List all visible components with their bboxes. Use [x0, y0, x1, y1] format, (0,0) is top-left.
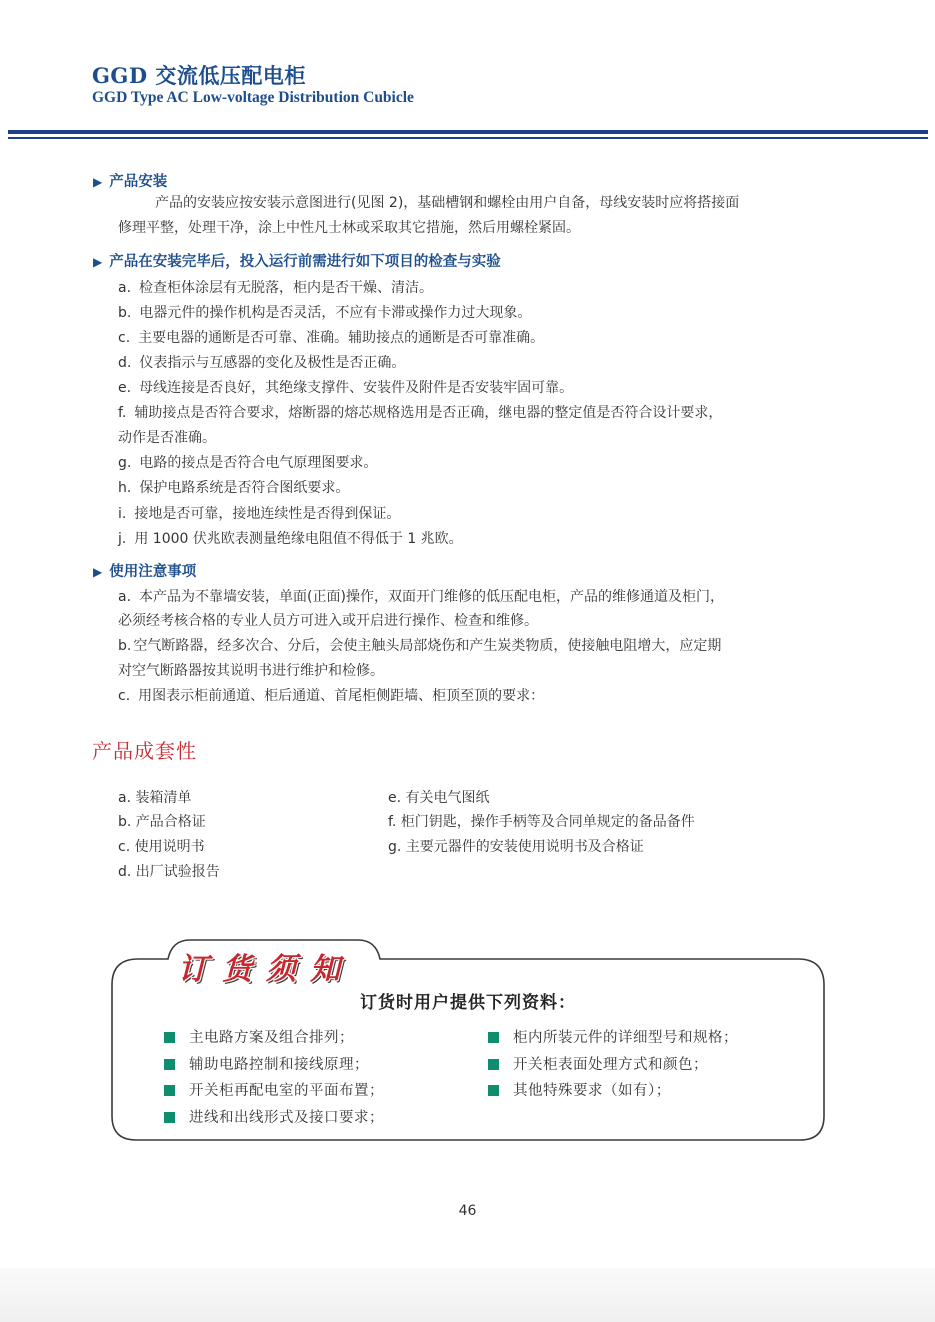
square-bullet-icon [164, 1112, 175, 1123]
page-subtitle: GGD Type AC Low-voltage Distribution Cubicle [92, 89, 414, 106]
kit-item: c. 使用说明书 [118, 839, 205, 855]
installation-paragraph-line: 产品的安装应按安装示意图进行(见图 2)，基础槽钢和螺栓由用户自备，母线安装时应将搭接面 [155, 195, 740, 211]
list-item: c. 主要电器的通断是否可靠、准确。辅助接点的通断是否可靠准确。 [118, 330, 545, 346]
order-notice-box [110, 938, 826, 1142]
kit-item: b. 产品合格证 [118, 814, 206, 830]
section-heading-precautions: ▶ 使用注意事项 [93, 564, 197, 580]
list-item: b. 空气断路器，经多次合、分后，会使主触头局部烧伤和产生炭类物质，使接触电阻增大，应定期 [118, 638, 722, 654]
list-item: h. 保护电路系统是否符合图纸要求。 [118, 480, 350, 496]
square-bullet-icon [488, 1059, 499, 1070]
kit-item: e. 有关电气图纸 [388, 790, 490, 806]
square-bullet-icon [164, 1032, 175, 1043]
list-item-continuation: 对空气断路器按其说明书进行维护和检修。 [118, 663, 384, 679]
kit-item: f. 柜门钥匙，操作手柄等及合同单规定的备品备件 [388, 814, 695, 830]
list-item-continuation: 必须经考核合格的专业人员方可进入或开启进行操作、检查和维修。 [118, 613, 538, 629]
kit-title: 产品成套性 [92, 739, 197, 763]
list-item: e. 母线连接是否良好，其绝缘支撑件、安装件及附件是否安装牢固可靠。 [118, 380, 574, 396]
page-title: GGD 交流低压配电柜 [92, 63, 306, 88]
triangle-bullet-icon: ▶ [93, 255, 103, 269]
list-item: b. 电器元件的操作机构是否灵活，不应有卡滞或操作力过大现象。 [118, 305, 532, 321]
section-heading-checks: ▶ 产品在安装完毕后，投入运行前需进行如下项目的检查与实验 [93, 254, 501, 270]
triangle-bullet-icon: ▶ [93, 175, 103, 189]
list-item: g. 电路的接点是否符合电气原理图要求。 [118, 455, 378, 471]
order-requirement: 柜内所装元件的详细型号和规格； [488, 1026, 738, 1047]
order-requirement: 进线和出线形式及接口要求； [164, 1106, 384, 1127]
order-requirement: 其他特殊要求（如有）； [488, 1079, 671, 1100]
installation-paragraph-line: 修理平整，处理干净，涂上中性凡士林或采取其它措施，然后用螺栓紧固。 [118, 220, 580, 236]
header-rule-thin [8, 137, 928, 139]
order-requirement: 主电路方案及组合排列； [164, 1026, 354, 1047]
square-bullet-icon [488, 1085, 499, 1096]
square-bullet-icon [164, 1085, 175, 1096]
order-requirement: 开关柜再配电室的平面布置； [164, 1079, 384, 1100]
header-rule-thick [8, 130, 928, 134]
list-item: a. 检查柜体涂层有无脱落，柜内是否干燥、清洁。 [118, 280, 434, 296]
triangle-bullet-icon: ▶ [93, 565, 103, 579]
list-item: j. 用 1000 伏兆欧表测量绝缘电阻值不得低于 1 兆欧。 [118, 531, 463, 547]
order-subtitle: 订货时用户提供下列资料： [360, 993, 576, 1013]
list-item: c. 用图表示柜前通道、柜后通道、首尾柜侧距墙、柜顶至顶的要求： [118, 688, 545, 704]
square-bullet-icon [164, 1059, 175, 1070]
page-bottom-band [0, 1268, 935, 1322]
list-item-continuation: 动作是否准确。 [118, 430, 216, 446]
order-requirement: 开关柜表面处理方式和颜色； [488, 1053, 708, 1074]
order-title: 订货须知 [178, 952, 354, 987]
list-item: i. 接地是否可靠，接地连续性是否得到保证。 [118, 506, 401, 522]
kit-item: d. 出厂试验报告 [118, 864, 220, 880]
list-item: a. 本产品为不靠墙安装，单面(正面)操作，双面开门维修的低压配电柜，产品的维修通道及柜门， [118, 589, 724, 605]
list-item: f. 辅助接点是否符合要求，熔断器的熔芯规格选用是否正确，继电器的整定值是否符合设计要求， [118, 405, 723, 421]
section-heading-installation: ▶ 产品安装 [93, 174, 168, 190]
list-item: d. 仪表指示与互感器的变化及极性是否正确。 [118, 355, 406, 371]
order-requirement: 辅助电路控制和接线原理； [164, 1053, 369, 1074]
kit-item: a. 装箱清单 [118, 790, 192, 806]
square-bullet-icon [488, 1032, 499, 1043]
page-number: 46 [458, 1203, 477, 1219]
kit-item: g. 主要元器件的安装使用说明书及合格证 [388, 839, 644, 855]
